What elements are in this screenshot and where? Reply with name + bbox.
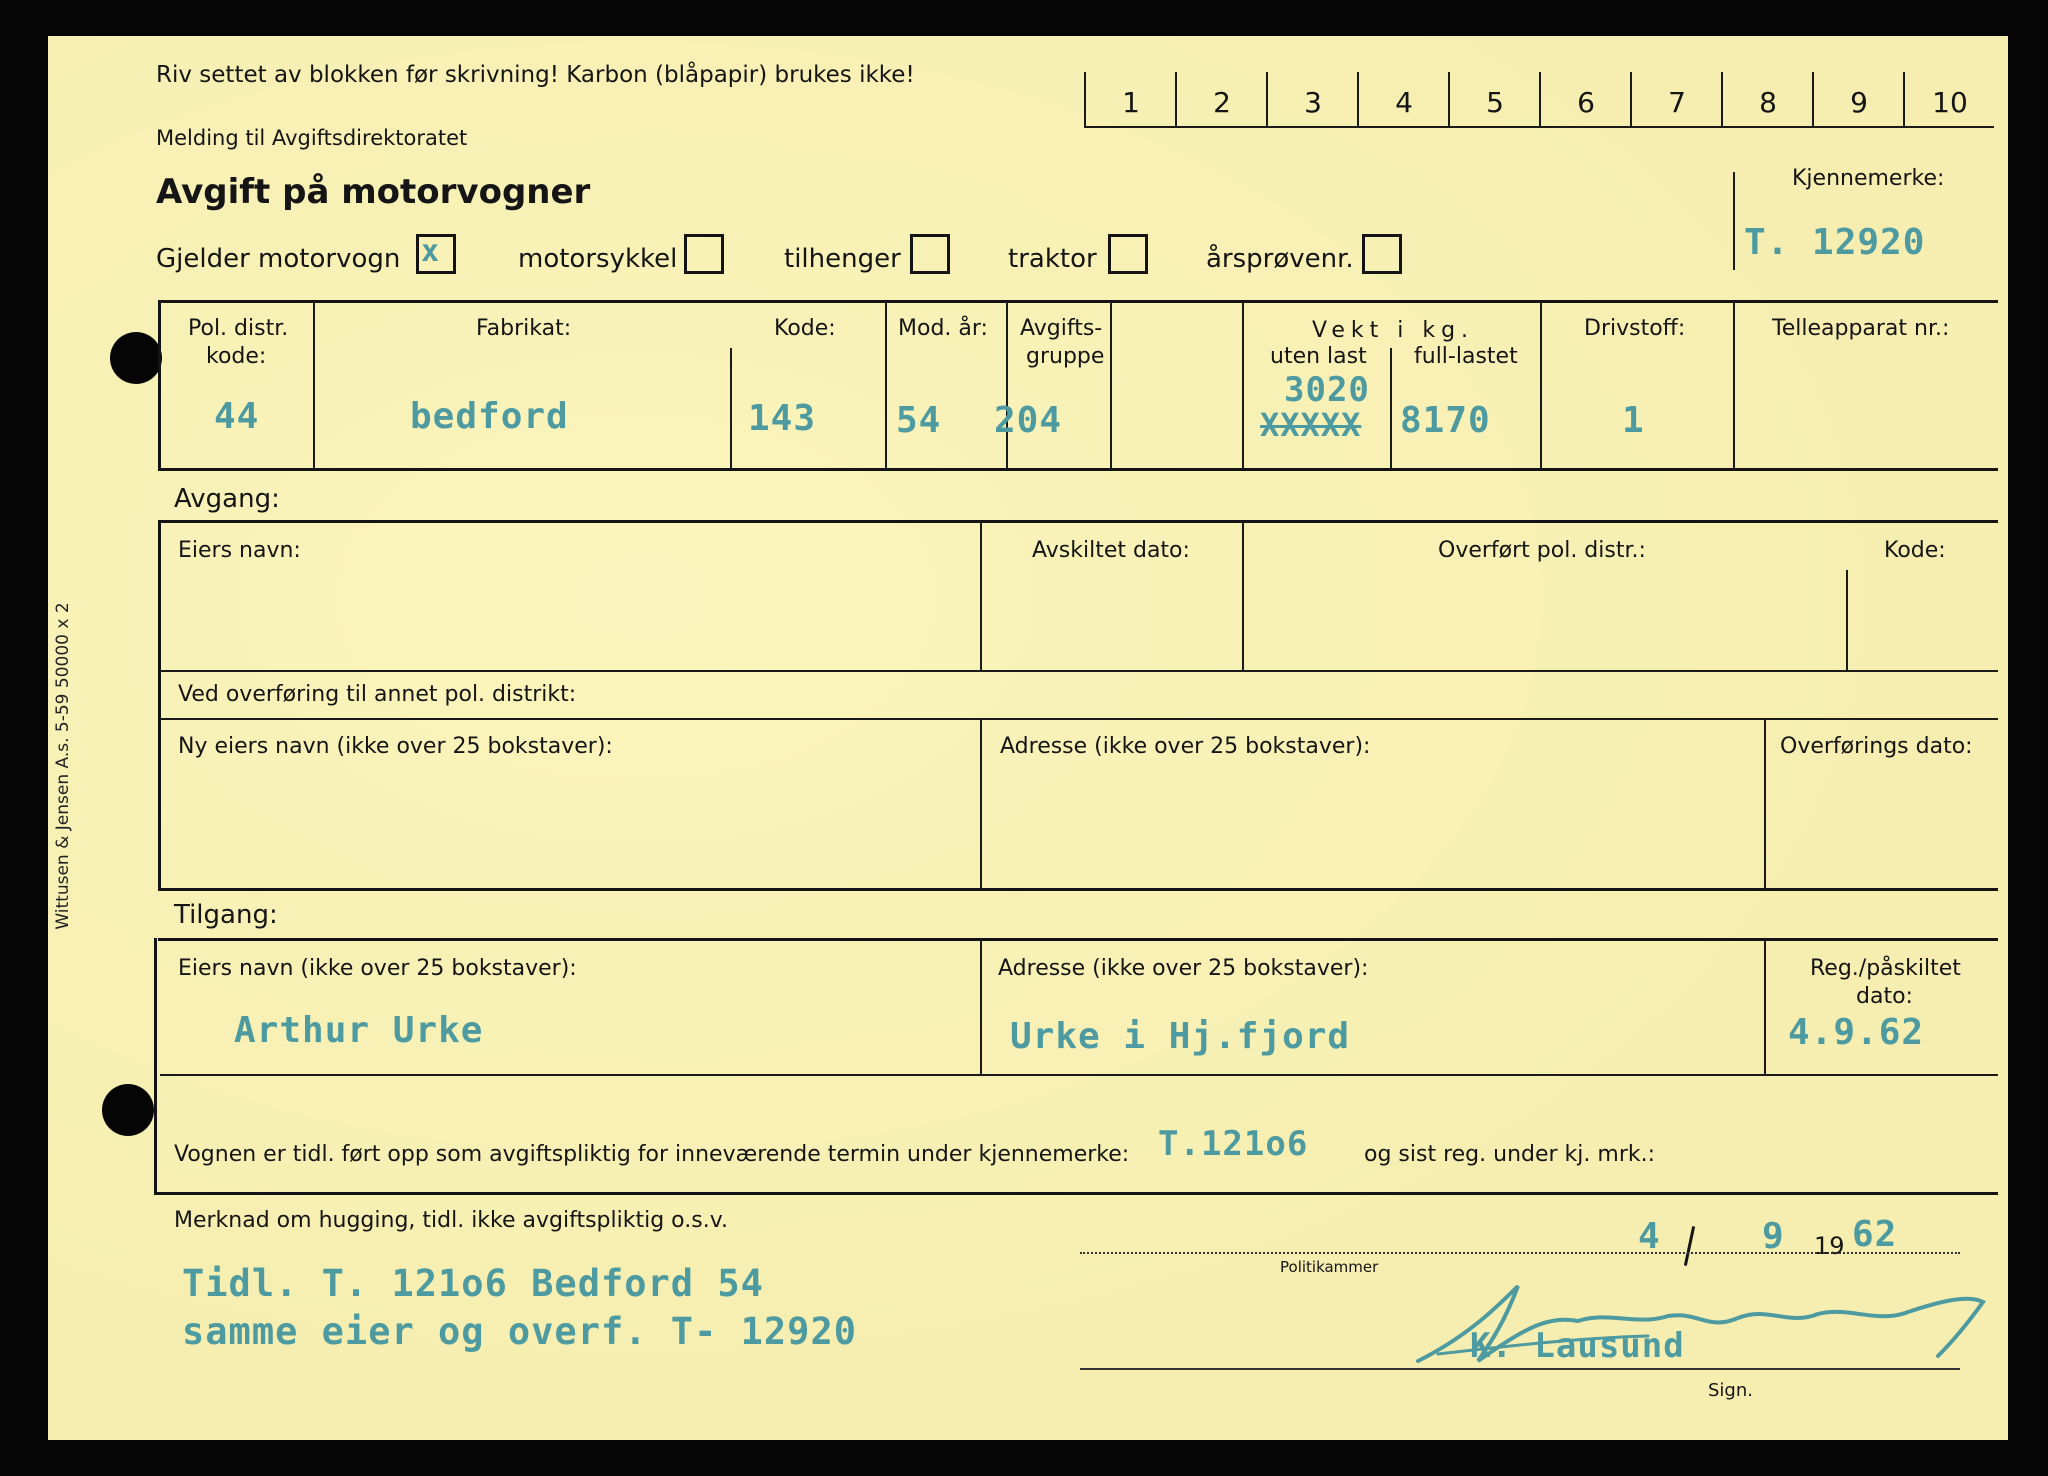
period-number: 7	[1668, 86, 1686, 119]
vehicle-table-bottom	[158, 468, 1998, 471]
overforings-dato-label: Overførings dato:	[1780, 734, 1973, 759]
tidl-text: Vognen er tidl. ført opp som avgiftspliktig for inneværende termin under kjennemerke:	[174, 1142, 1130, 1167]
reg-label-1: Reg./påskiltet	[1810, 956, 1961, 981]
motorvogn-checkmark: x	[421, 234, 441, 269]
merknad-label: Merknad om hugging, tidl. ikke avgiftspliktig o.s.v.	[174, 1208, 729, 1233]
vekt-label: Vekt i kg.	[1312, 318, 1475, 343]
traktor-label: traktor	[1008, 244, 1097, 274]
eiers-navn-label: Eiers navn:	[178, 538, 301, 563]
fabrikat-value: bedford	[410, 396, 569, 437]
date-century: 19	[1814, 1232, 1845, 1260]
avgiftsgruppe-label-2: gruppe	[1026, 344, 1105, 369]
form-title: Avgift på motorvogner	[156, 172, 591, 212]
tilgang-eiers-navn-label: Eiers navn (ikke over 25 bokstaver):	[178, 956, 577, 981]
period-number: 10	[1932, 86, 1968, 119]
tidl-value: T.121o6	[1158, 1124, 1309, 1164]
date-slash	[1684, 1226, 1695, 1266]
kjennemerke-divider	[1733, 172, 1735, 270]
merknad-line-1: Tidl. T. 121o6 Bedford 54	[182, 1262, 764, 1305]
gjelder-label: Gjelder motorvogn	[156, 244, 401, 274]
period-number: 2	[1213, 86, 1231, 119]
period-number: 6	[1577, 86, 1595, 119]
avgang-label: Avgang:	[174, 484, 280, 514]
avskiltet-dato-label: Avskiltet dato:	[1032, 538, 1190, 563]
punch-hole-top	[110, 332, 162, 384]
period-number: 1	[1122, 86, 1140, 119]
vehicle-table-top	[158, 300, 1998, 303]
mod-ar-value: 54	[896, 400, 942, 441]
overfort-pol-label: Overført pol. distr.:	[1438, 538, 1646, 563]
sist-reg-text: og sist reg. under kj. mrk.:	[1364, 1142, 1656, 1167]
telleapparat-label: Telleapparat nr.:	[1772, 316, 1950, 341]
kode-label: Kode:	[774, 316, 836, 341]
drivstoff-value: 1	[1622, 400, 1645, 441]
tilgang-adresse-value: Urke i Hj.fjord	[1010, 1016, 1351, 1057]
arsprovenr-label: årsprøvenr.	[1206, 244, 1354, 274]
adresse-avgang-label: Adresse (ikke over 25 bokstaver):	[1000, 734, 1371, 759]
instruction-text: Riv settet av blokken før skrivning! Karbon (blåpapir) brukes ikke!	[156, 62, 915, 88]
full-lastet-label: full-lastet	[1414, 344, 1518, 369]
kode-avgang-label: Kode:	[1884, 538, 1946, 563]
politikammer-label: Politikammer	[1280, 1258, 1379, 1276]
recipient-text: Melding til Avgiftsdirektoratet	[156, 126, 468, 150]
kode-value: 143	[748, 398, 817, 439]
uten-last-value: 3020	[1284, 370, 1370, 410]
reg-value: 4.9.62	[1788, 1012, 1925, 1053]
sign-line	[1080, 1368, 1960, 1370]
avgiftsgruppe-value: 204	[994, 400, 1063, 441]
reg-label-2: dato:	[1856, 984, 1913, 1009]
merknad-line-2: samme eier og overf. T- 12920	[182, 1310, 858, 1353]
avgiftsgruppe-label-1: Avgifts-	[1020, 316, 1103, 341]
sign-label: Sign.	[1708, 1380, 1753, 1401]
pol-distr-label: Pol. distr.	[188, 316, 289, 341]
motorsykkel-label: motorsykkel	[518, 244, 678, 274]
kjennemerke-value: T. 12920	[1744, 222, 1926, 263]
tilhenger-checkbox[interactable]	[910, 234, 950, 274]
tilgang-label-visible: Tilgang:	[174, 900, 278, 930]
pol-distr-value: 44	[214, 396, 260, 437]
period-number: 3	[1304, 86, 1322, 119]
fabrikat-label: Fabrikat:	[476, 316, 572, 341]
printer-imprint: Wittusen & Jensen A.s. 5-59 50000 x 2	[53, 602, 73, 930]
motorsykkel-checkbox[interactable]	[684, 234, 724, 274]
tilgang-eiers-navn-value: Arthur Urke	[234, 1010, 484, 1051]
pol-kode-label: kode:	[206, 344, 267, 369]
ny-eiers-navn-label: Ny eiers navn (ikke over 25 bokstaver):	[178, 734, 613, 759]
date-year: 62	[1852, 1214, 1898, 1255]
uten-last-label: uten last	[1270, 344, 1367, 369]
period-number: 4	[1395, 86, 1413, 119]
punch-hole-bottom	[102, 1084, 154, 1136]
period-number: 8	[1759, 86, 1777, 119]
date-dotted-line	[1080, 1252, 1960, 1254]
date-month: 9	[1762, 1216, 1785, 1257]
arsprovenr-checkbox[interactable]	[1362, 234, 1402, 274]
signer-name: K. Lausund	[1470, 1326, 1685, 1366]
traktor-checkbox[interactable]	[1108, 234, 1148, 274]
kjennemerke-label: Kjennemerke:	[1792, 166, 1945, 191]
ved-overforing-label: Ved overføring til annet pol. distrikt:	[178, 682, 577, 707]
mod-ar-label: Mod. år:	[898, 316, 988, 341]
tilhenger-label: tilhenger	[784, 244, 901, 274]
period-number: 9	[1850, 86, 1868, 119]
tilgang-adresse-label: Adresse (ikke over 25 bokstaver):	[998, 956, 1369, 981]
period-number: 5	[1486, 86, 1504, 119]
date-day: 4	[1638, 1216, 1661, 1257]
form-card	[48, 36, 2008, 1440]
full-lastet-value: 8170	[1400, 400, 1491, 441]
drivstoff-label: Drivstoff:	[1584, 316, 1686, 341]
uten-last-struck: XXXXX	[1260, 406, 1362, 444]
